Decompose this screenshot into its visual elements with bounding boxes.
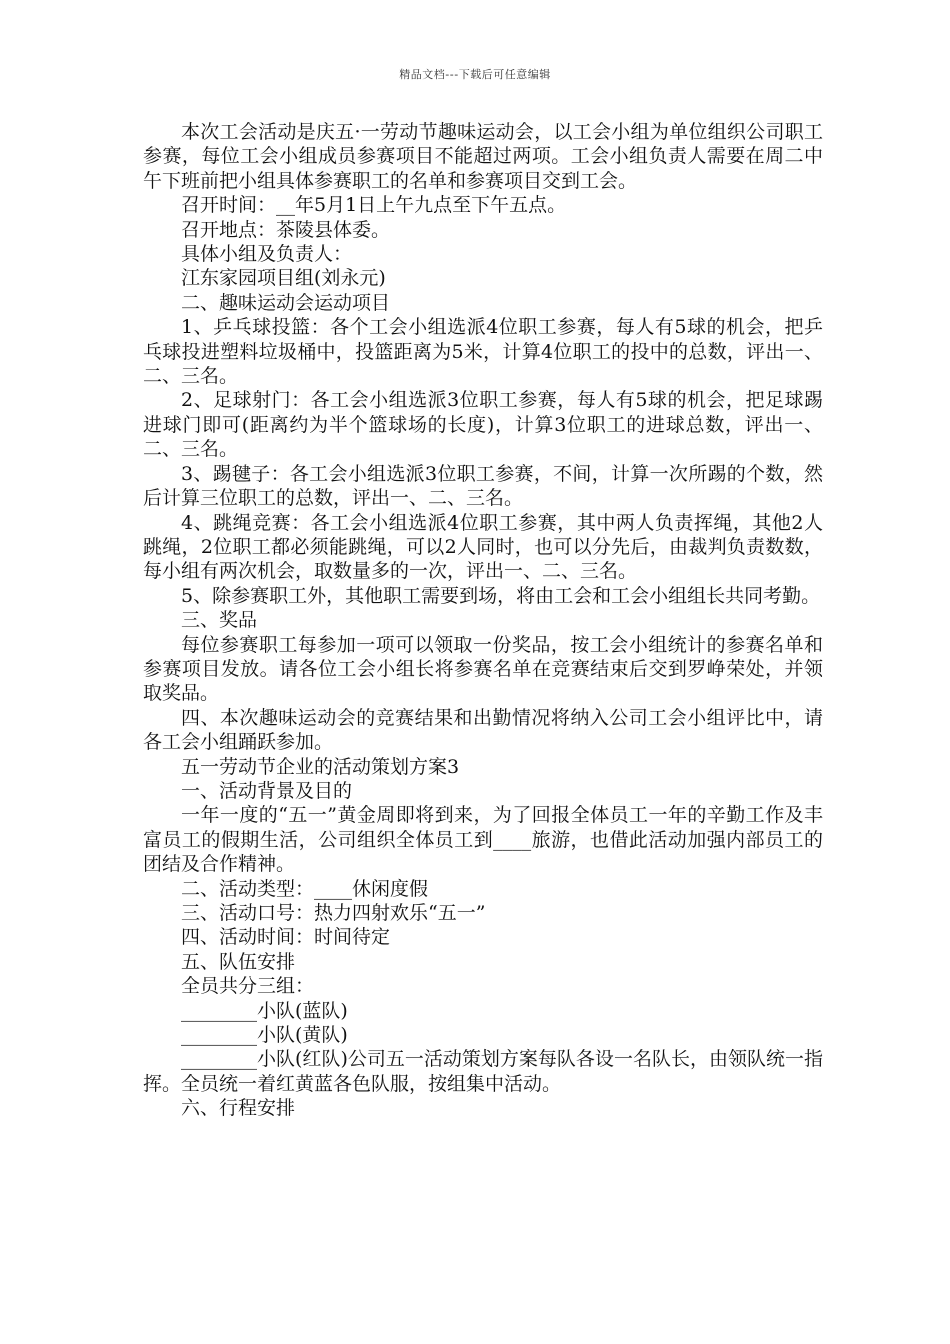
evaluation-paragraph: 四、本次趣味运动会的竞赛结果和出勤情况将纳入公司工会小组评比中，请各工会小组踊跃参加。 bbox=[143, 706, 823, 754]
page-header: 精品文档---下载后可任意编辑 bbox=[399, 68, 551, 81]
background-paragraph: 一年一度的“五一”黄金周即将到来，为了回报全体员工一年的辛勤工作及丰富员工的假期生活，公司组织全体员工到____旅游，也借此活动加强内部员工的团结及合作精神。 bbox=[143, 804, 823, 876]
groups-heading: 具体小组及负责人： bbox=[181, 243, 353, 266]
team-item: ________小队(黄队) bbox=[181, 1024, 348, 1047]
section-heading: 二、趣味运动会运动项目 bbox=[181, 291, 391, 314]
section-heading: 六、行程安排 bbox=[181, 1097, 296, 1120]
intro-paragraph: 本次工会活动是庆五·一劳动节趣味运动会，以工会小组为单位组织公司职工参赛，每位工会小组成员参赛项目不能超过两项。工会小组负责人需要在周二中午下班前把小组具体参赛职工的名单和参赛项目交到工会。 bbox=[143, 121, 823, 192]
section-heading: 三、奖品 bbox=[181, 609, 258, 632]
meeting-place: 召开地点：茶陵县体委。 bbox=[181, 218, 391, 241]
section-heading: 五、队伍安排 bbox=[181, 950, 296, 973]
event-item: 1、乒乓球投篮：各个工会小组选派4位职工参赛，每人有5球的机会，把乒乓球投进塑料垃圾桶中，投篮距离为5米，计算4位职工的投中的总数，评出一、二、三名。 bbox=[143, 316, 823, 388]
team-intro: 全员共分三组： bbox=[181, 975, 315, 998]
document-body bbox=[143, 120, 823, 1121]
event-item: 2、足球射门：各工会小组选派3位职工参赛，每人有5球的机会，把足球踢进球门即可(距离约为半个篮球场的长度)，计算3位职工的进球总数，评出一、二、三名。 bbox=[143, 389, 823, 461]
event-item: 5、除参赛职工外，其他职工需要到场，将由工会和工会小组组长共同考勤。 bbox=[181, 584, 821, 607]
activity-slogan: 三、活动口号：热力四射欢乐“五一” bbox=[181, 902, 486, 924]
event-item: 4、跳绳竞赛：各工会小组选派4位职工参赛，其中两人负责挥绳，其他2人跳绳，2位职工都必须能跳绳，可以2人同时，也可以分先后，由裁判负责数数，每小组有两次机会，取数量多的一次，评出一、二、三名。 bbox=[143, 511, 823, 583]
activity-time: 四、活动时间：时间待定 bbox=[181, 926, 391, 949]
activity-type: 二、活动类型：____休闲度假 bbox=[181, 877, 429, 900]
meeting-time: 召开时间：__年5月1日上午九点至下午五点。 bbox=[181, 194, 567, 217]
group-item: 江东家园项目组(刘永元) bbox=[181, 267, 386, 290]
event-item: 3、踢毽子：各工会小组选派3位职工参赛，不间，计算一次所踢的个数，然后计算三位职工的总数，评出一、二、三名。 bbox=[143, 462, 823, 510]
plan-title: 五一劳动节企业的活动策划方案3 bbox=[181, 755, 460, 778]
team-item: ________小队(蓝队) bbox=[181, 999, 348, 1022]
section-heading: 一、活动背景及目的 bbox=[181, 779, 353, 802]
prize-paragraph: 每位参赛职工每参加一项可以领取一份奖品，按工会小组统计的参赛名单和参赛项目发放。请各位工会小组长将参赛名单在竞赛结束后交到罗峥荣处，并领取奖品。 bbox=[143, 633, 823, 705]
team-item: ________小队(红队)公司五一活动策划方案每队各设一名队长，由领队统一指挥。全员统一着红黄蓝各色队服，按组集中活动。 bbox=[143, 1048, 823, 1095]
